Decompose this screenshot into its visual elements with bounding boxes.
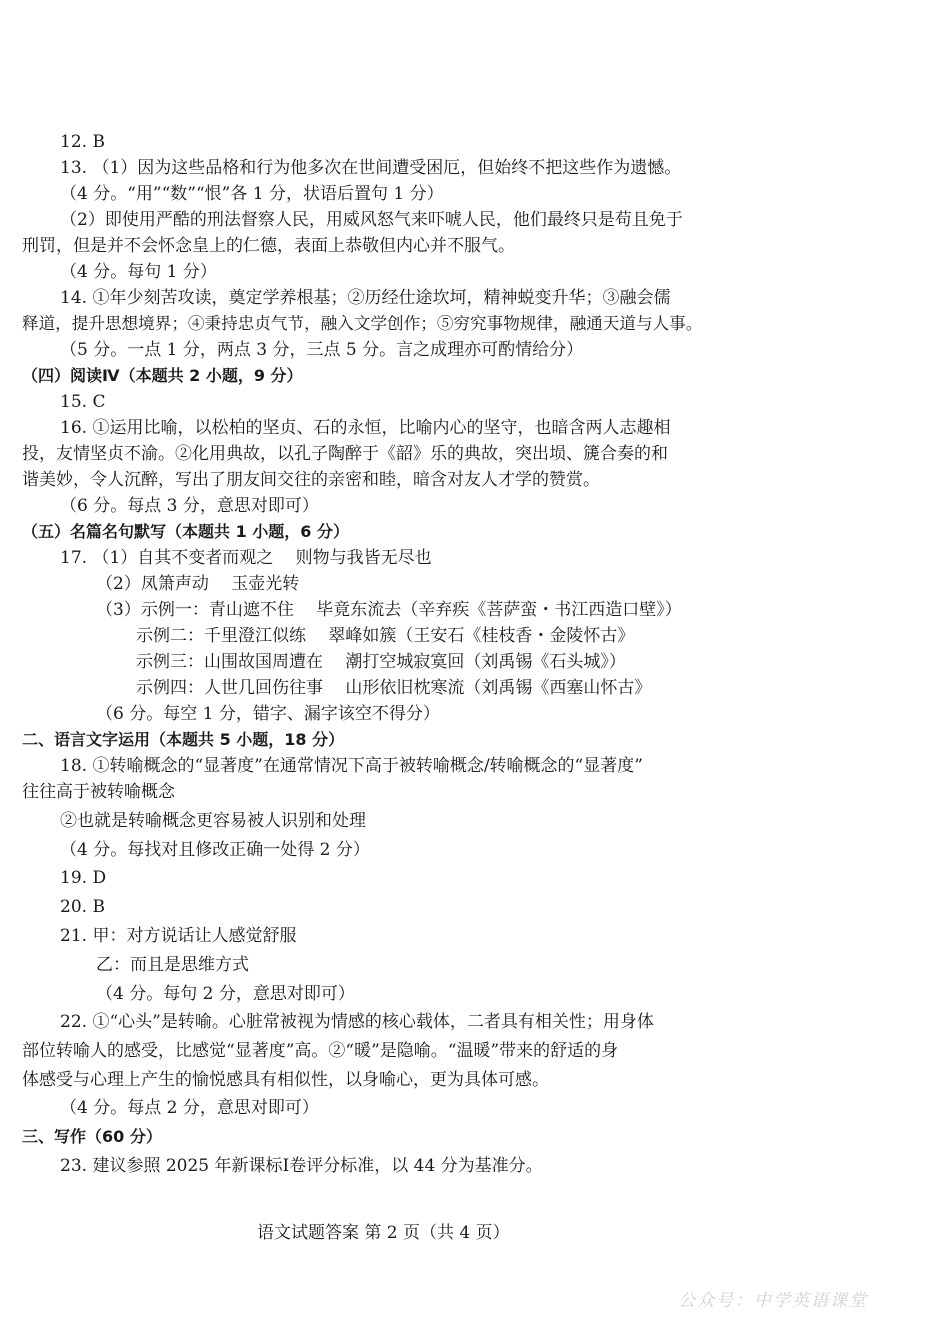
section-heading-language: 二、语言文字运用（本题共 5 小题，18 分）	[22, 730, 345, 749]
answer-18-2: ②也就是转喻概念更容易被人识别和处理	[60, 811, 366, 831]
section-heading-recitation: （五）名篇名句默写（本题共 1 小题，6 分）	[22, 522, 349, 541]
answer-17-3-example-3: 示例三：山围故国周遭在 潮打空城寂寞回（刘禹锡《石头城》）	[136, 652, 626, 672]
score-note: （4 分。每句 2 分，意思对即可）	[96, 984, 355, 1004]
answer-22-cont: 体感受与心理上产生的愉悦感具有相似性，以身喻心，更为具体可感。	[22, 1070, 549, 1090]
answer-14-cont: 释道，提升思想境界；④秉持忠贞气节，融入文学创作；⑤穷究事物规律，融通天道与人事。	[22, 314, 703, 333]
answer-17-1: 17. （1）自其不变者而观之 则物与我皆无尽也	[60, 548, 432, 568]
score-note: （6 分。每点 3 分，意思对即可）	[60, 496, 319, 516]
answer-17-3-example-2: 示例二：千里澄江似练 翠峰如簇（王安石《桂枝香・金陵怀古》	[136, 626, 635, 646]
answer-23: 23. 建议参照 2025 年新课标Ⅰ卷评分标准，以 44 分为基准分。	[60, 1156, 543, 1176]
score-note: （4 分。“用”“数”“恨”各 1 分，状语后置句 1 分）	[60, 184, 444, 204]
section-heading-reading-4: （四）阅读Ⅳ（本题共 2 小题，9 分）	[22, 366, 303, 385]
answer-19: 19. D	[60, 868, 107, 888]
score-note: （6 分。每空 1 分，错字、漏字该空不得分）	[96, 704, 440, 724]
answer-21-b: 乙：而且是思维方式	[96, 955, 249, 975]
answer-18-cont: 往往高于被转喻概念	[22, 782, 175, 802]
answer-22: 22. ①“心头”是转喻。心脏常被视为情感的核心载体，二者具有相关性；用身体	[60, 1012, 654, 1032]
answer-16-cont: 投，友情坚贞不渝。②化用典故，以孔子陶醉于《韶》乐的典故，突出埙、篪合奏的和	[22, 444, 668, 464]
answer-17-3-example-4: 示例四：人世几回伤往事 山形依旧枕寒流（刘禹锡《西塞山怀古》	[136, 678, 652, 698]
answer-14: 14. ①年少刻苦攻读，奠定学养根基；②历经仕途坎坷，精神蜕变升华；③融会儒	[60, 288, 671, 308]
score-note: （5 分。一点 1 分，两点 3 分，三点 5 分。言之成理亦可酌情给分）	[60, 340, 584, 360]
answer-13-2: （2）即使用严酷的刑法督察人民，用威风怒气来吓唬人民，他们最终只是苟且免于	[60, 210, 683, 230]
score-note: （4 分。每句 1 分）	[60, 262, 217, 282]
page-footer: 语文试题答案 第 2 页（共 4 页）	[257, 1223, 510, 1243]
answer-20: 20. B	[60, 897, 105, 917]
watermark: 公众号：中学英语课堂	[678, 1291, 868, 1311]
answer-13-1: 13. （1）因为这些品格和行为他多次在世间遭受困厄，但始终不把这些作为遗憾。	[60, 158, 682, 178]
answer-17-3-example-1: （3）示例一：青山遮不住 毕竟东流去（辛弃疾《菩萨蛮・书江西造口壁》）	[96, 600, 682, 620]
answer-12: 12. B	[60, 132, 105, 152]
score-note: （4 分。每找对且修改正确一处得 2 分）	[60, 840, 370, 860]
answer-16-cont: 谐美妙，令人沉醉，写出了朋友间交往的亲密和睦，暗含对友人才学的赞赏。	[22, 470, 600, 490]
section-heading-writing: 三、写作（60 分）	[22, 1127, 162, 1146]
answer-18: 18. ①转喻概念的“显著度”在通常情况下高于被转喻概念/转喻概念的“显著度”	[60, 756, 643, 776]
answer-21-a: 21. 甲：对方说话让人感觉舒服	[60, 926, 297, 946]
score-note: （4 分。每点 2 分，意思对即可）	[60, 1098, 319, 1118]
answer-22-cont: 部位转喻人的感受，比感觉“显著度”高。②“暖”是隐喻。“温暖”带来的舒适的身	[22, 1041, 619, 1061]
answer-15: 15. C	[60, 392, 106, 412]
answer-13-2-cont: 刑罚，但是并不会怀念皇上的仁德，表面上恭敬但内心并不服气。	[22, 236, 515, 256]
answer-16: 16. ①运用比喻，以松柏的坚贞、石的永恒，比喻内心的坚守，也暗含两人志趣相	[60, 418, 671, 438]
answer-17-2: （2）凤箫声动 玉壶光转	[96, 574, 300, 594]
